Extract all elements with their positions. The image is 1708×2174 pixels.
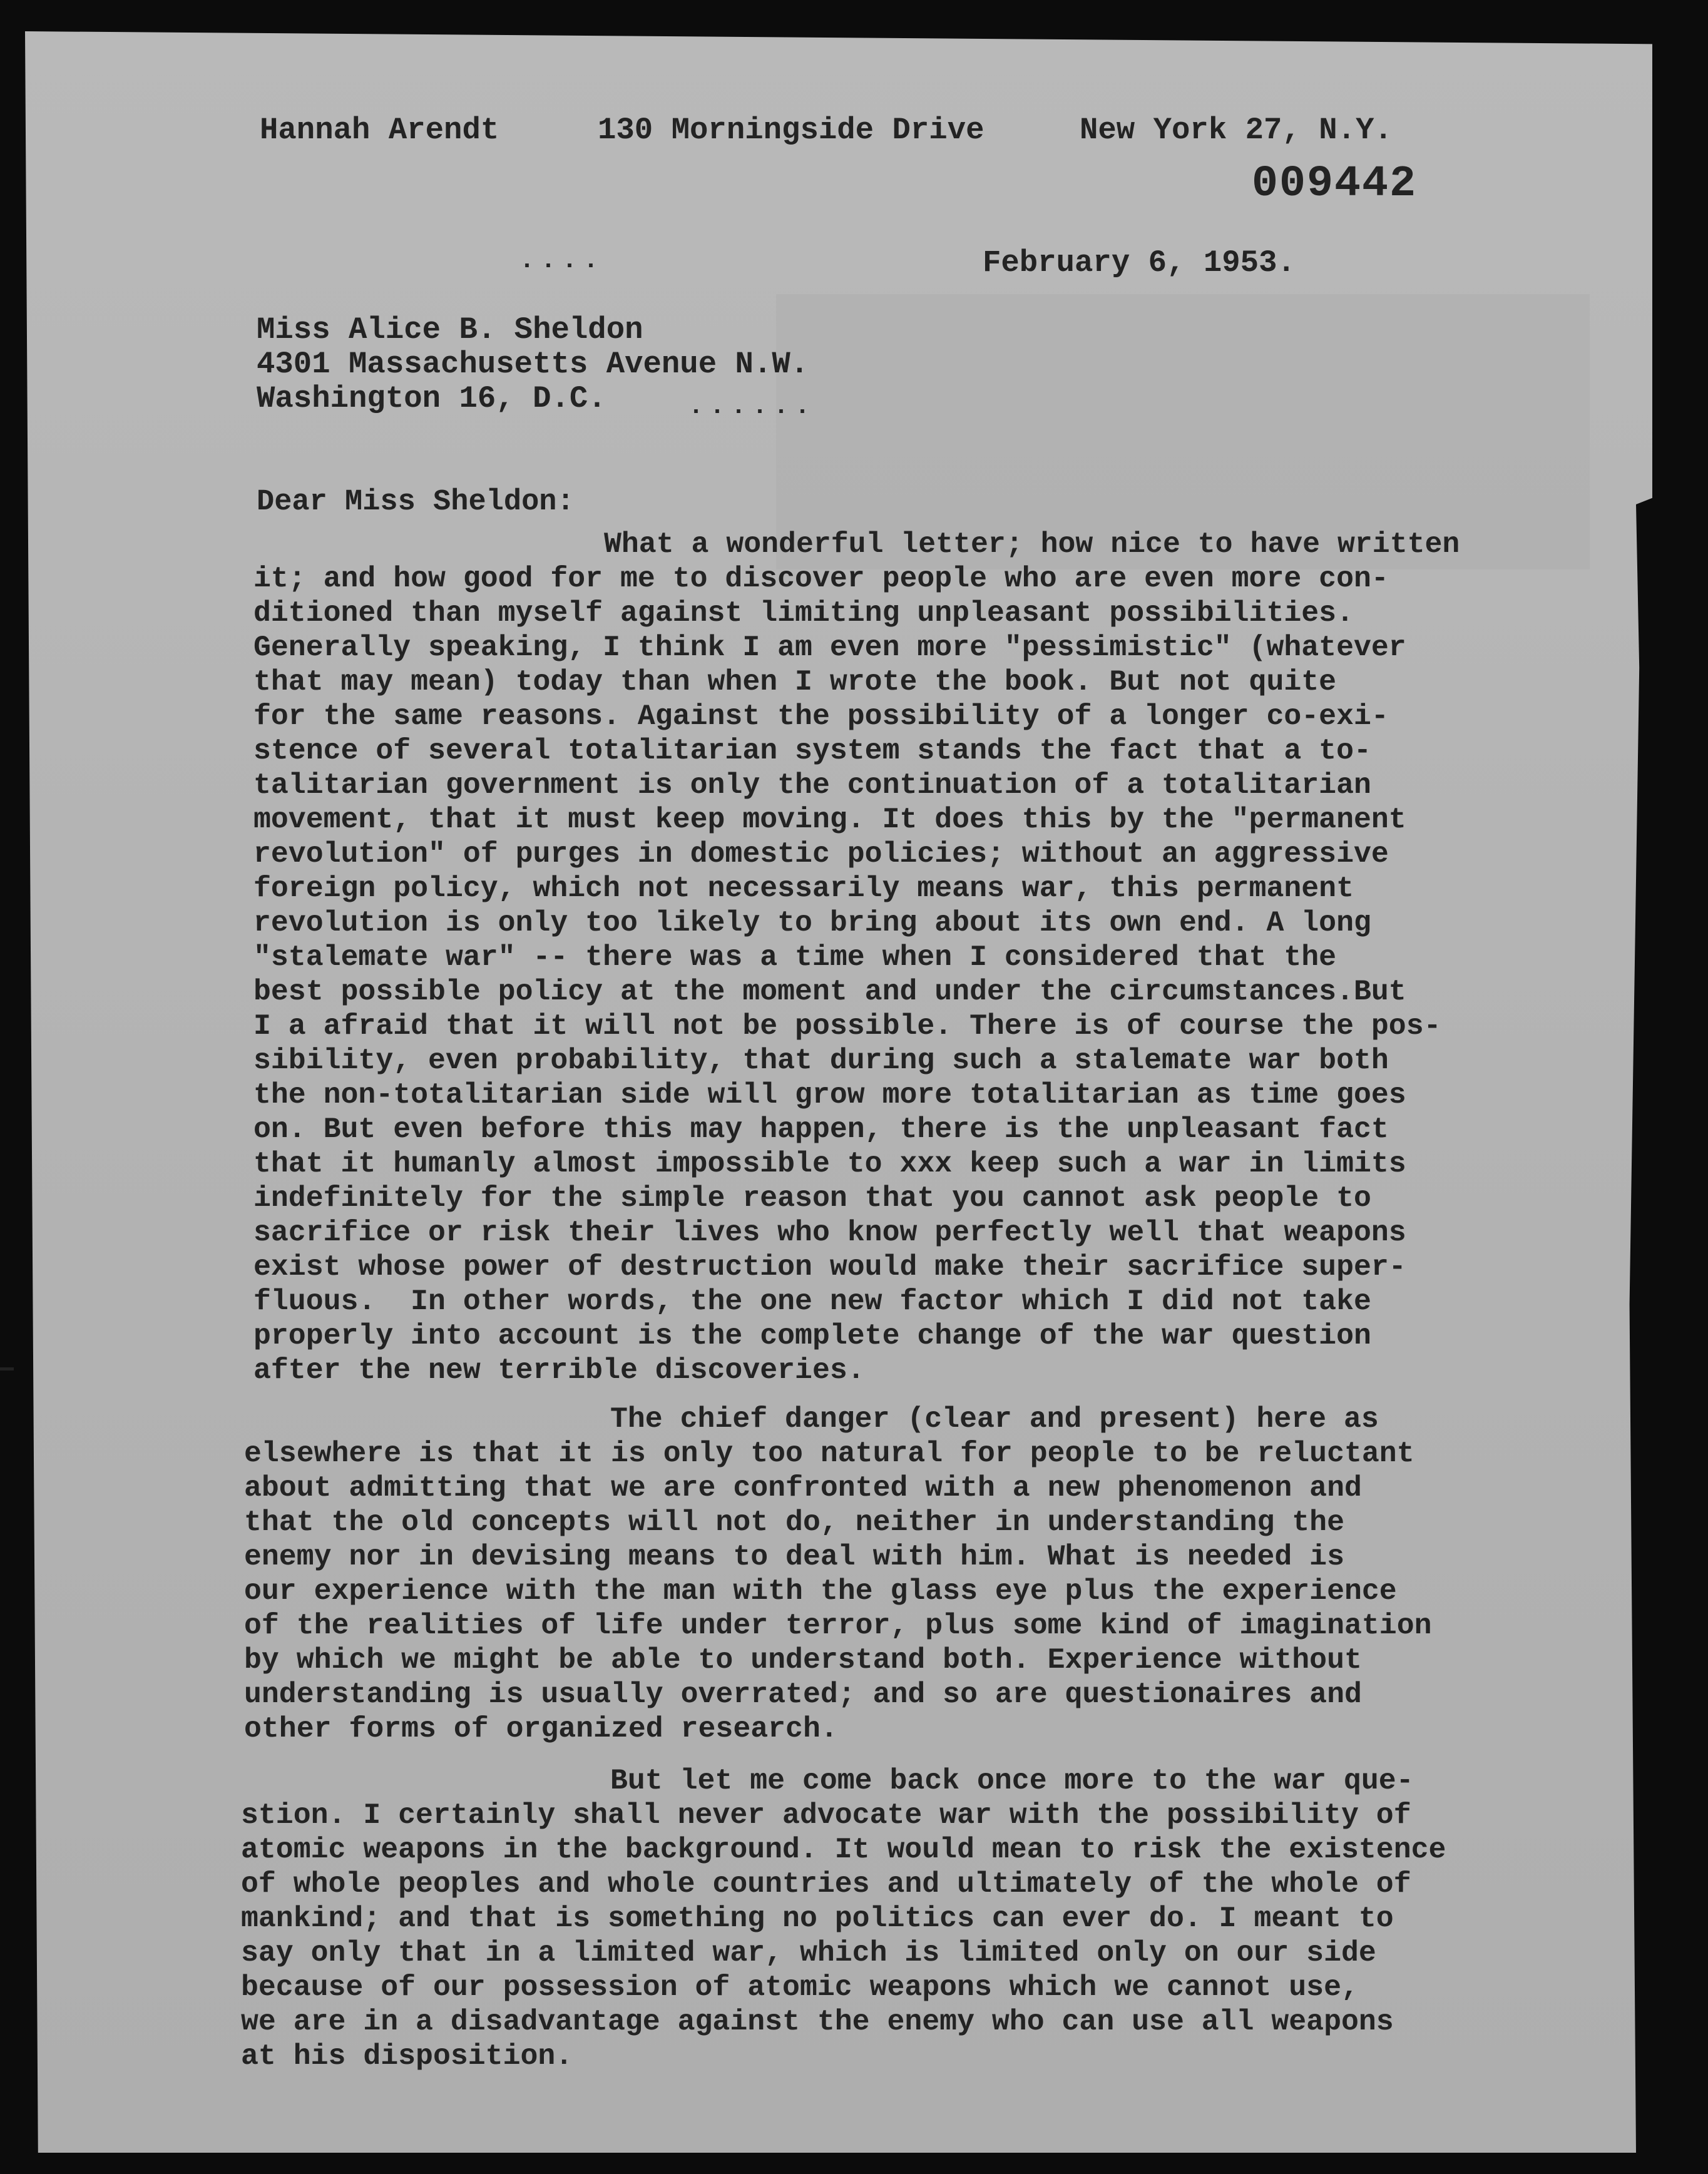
paragraph-3 <box>241 1763 1446 2073</box>
letterhead-city: New York 27, N.Y. <box>1080 113 1393 148</box>
text-line: for the same reasons. Against the possibility of a longer co-exi- <box>253 700 1389 733</box>
text-line: What a wonderful letter; how nice to have written <box>604 528 1460 561</box>
recipient-street: 4301 Massachusetts Avenue N.W. <box>257 347 809 382</box>
text-line: that may mean) today than when I wrote the book. But not quite <box>253 665 1337 698</box>
text-line: The chief danger (clear and present) here as <box>610 1402 1379 1436</box>
letterhead-name: Hannah Arendt <box>260 113 499 148</box>
text-line: movement, that it must keep moving. It does this by the "permanent <box>253 803 1406 836</box>
text-line: say only that in a limited war, which is limited only on our side <box>241 1936 1376 1969</box>
paragraph-2 <box>244 1402 1432 1746</box>
text-line: of whole peoples and whole countries and ultimately of the whole of <box>241 1867 1411 1901</box>
text-line: But let me come back once more to the war que- <box>610 1764 1414 1797</box>
recipient-name: Miss Alice B. Sheldon <box>257 312 643 347</box>
text-line: talitarian government is only the continuation of a totalitarian <box>253 768 1371 802</box>
text-line: it; and how good for me to discover people who are even more con- <box>253 562 1389 595</box>
text-line: other forms of organized research. <box>244 1712 838 1745</box>
text-line: I a afraid that it will not be possible. There is of course the pos- <box>253 1009 1441 1043</box>
text-line: about admitting that we are confronted with a new phenomenon and <box>244 1471 1362 1504</box>
text-line: properly into account is the complete change of the war question <box>253 1319 1371 1352</box>
text-line: atomic weapons in the background. It would mean to risk the existence <box>241 1833 1446 1866</box>
text-line: indefinitely for the simple reason that you cannot ask people to <box>253 1181 1371 1215</box>
text-line: of the realities of life under terror, plus some kind of imagination <box>244 1609 1432 1642</box>
text-line: by which we might be able to understand both. Experience without <box>244 1643 1362 1676</box>
text-line: stion. I certainly shall never advocate war with the possibility of <box>241 1799 1411 1832</box>
decorative-dots: .... <box>519 247 605 275</box>
salutation: Dear Miss Sheldon: <box>257 486 575 519</box>
text-line: understanding is usually overrated; and so are questionaires and <box>244 1678 1362 1711</box>
text-line: our experience with the man with the glass eye plus the experience <box>244 1574 1397 1608</box>
text-line: foreign policy, which not necessarily means war, this permanent <box>253 872 1354 905</box>
text-line: elsewhere is that it is only too natural for people to be reluctant <box>244 1437 1414 1470</box>
text-line: sibility, even probability, that during such a stalemate war both <box>253 1044 1389 1077</box>
text-line: on. But even before this may happen, there is the unpleasant fact <box>253 1113 1389 1146</box>
margin-mark <box>0 1367 14 1370</box>
text-line: exist whose power of destruction would make their sacrifice super- <box>253 1250 1406 1283</box>
recipient-city: Washington 16, D.C. <box>257 381 606 416</box>
text-line: revolution" of purges in domestic policies; without an aggressive <box>253 837 1389 870</box>
text-line: that the old concepts will not do, neither in understanding the <box>244 1506 1344 1539</box>
text-line: after the new terrible discoveries. <box>253 1354 865 1387</box>
text-line: "stalemate war" -- there was a time when I considered that the <box>253 941 1337 974</box>
text-line: ditioned than myself against limiting unpleasant possibilities. <box>253 596 1354 630</box>
text-line: stence of several totalitarian system stands the fact that a to- <box>253 734 1371 767</box>
text-line: Generally speaking, I think I am even more "pessimistic" (whatever <box>253 631 1406 664</box>
text-line: the non-totalitarian side will grow more totalitarian as time goes <box>253 1078 1406 1111</box>
text-line: sacrifice or risk their lives who know perfectly well that weapons <box>253 1216 1406 1249</box>
text-line: best possible policy at the moment and under the circumstances.But <box>253 975 1406 1008</box>
text-line: because of our possession of atomic weapons which we cannot use, <box>241 1971 1359 2004</box>
text-line: revolution is only too likely to bring about its own end. A long <box>253 906 1371 939</box>
letter-date: February 6, 1953. <box>983 245 1296 280</box>
text-line: at his disposition. <box>241 2039 573 2073</box>
text-line: fluous. In other words, the one new factor which I did not take <box>253 1285 1371 1318</box>
decorative-dots: ...... <box>688 393 817 421</box>
document-number: 009442 <box>1252 160 1418 209</box>
text-line: mankind; and that is something no politics can ever do. I meant to <box>241 1902 1394 1935</box>
text-line: that it humanly almost impossible to xxx keep such a war in limits <box>253 1147 1406 1180</box>
text-line: enemy nor in devising means to deal with him. What is needed is <box>244 1540 1344 1573</box>
text-line: we are in a disadvantage against the enemy who can use all weapons <box>241 2005 1394 2038</box>
letterhead-address: 130 Morningside Drive <box>598 113 984 148</box>
paragraph-1 <box>253 527 1460 1387</box>
